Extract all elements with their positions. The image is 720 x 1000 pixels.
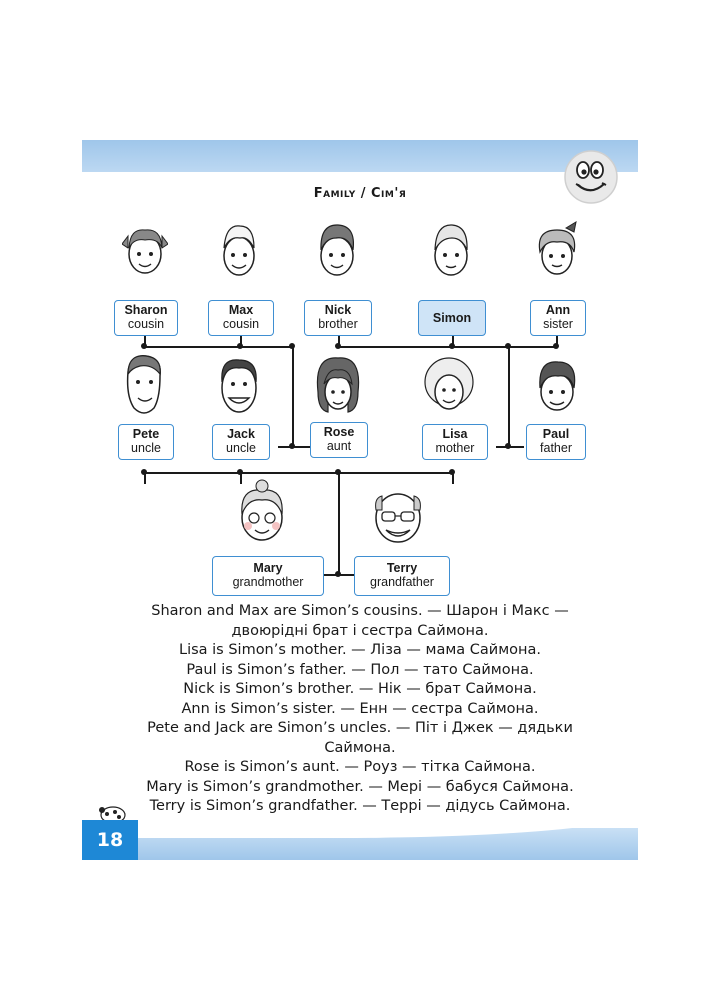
connector-dot bbox=[449, 469, 455, 475]
man-face-icon bbox=[532, 352, 582, 424]
sentence-line: двоюрідні брат і сестра Саймона. bbox=[231, 622, 489, 639]
member-name: Rose bbox=[323, 425, 355, 439]
member-name: Nick bbox=[324, 303, 352, 317]
member-relation: cousin bbox=[222, 317, 260, 331]
sentence-line: Sharon and Max are Simon’s cousins. — Шарон і Макс — bbox=[151, 603, 569, 619]
member-box-ann bbox=[530, 300, 586, 336]
member-relation: aunt bbox=[326, 439, 352, 453]
member-box-simon bbox=[418, 300, 486, 336]
connector-dot bbox=[289, 443, 295, 449]
member-relation: mother bbox=[435, 441, 475, 455]
boy-face-icon bbox=[428, 218, 474, 288]
connector-dot bbox=[335, 469, 341, 475]
sentence-line: Ann is Simon’s sister. — Енн — сестра Саймона. bbox=[181, 700, 539, 717]
member-name: Ann bbox=[545, 303, 571, 317]
member-relation: father bbox=[540, 441, 572, 455]
page-title: Family / Сім'я bbox=[313, 186, 407, 201]
sentence-list bbox=[112, 602, 608, 817]
connector-dot bbox=[505, 443, 511, 449]
sentence-line: Rose is Simon’s aunt. — Роуз — тітка Саймона. bbox=[184, 759, 536, 775]
connector bbox=[338, 472, 340, 574]
member-relation: brother bbox=[318, 317, 358, 331]
man-face-icon bbox=[214, 352, 264, 424]
member-box-nick bbox=[304, 300, 372, 336]
member-name: Terry bbox=[386, 561, 418, 575]
member-name: Lisa bbox=[442, 427, 468, 441]
member-relation: uncle bbox=[226, 441, 256, 455]
woman-face-icon bbox=[314, 352, 362, 424]
member-name: Jack bbox=[227, 427, 255, 441]
page-number: 18 bbox=[82, 820, 138, 860]
textbook-page bbox=[82, 140, 638, 860]
connector-dot bbox=[505, 343, 511, 349]
member-relation: sister bbox=[543, 317, 573, 331]
grandfather-face-icon bbox=[368, 480, 428, 552]
girl-face-icon bbox=[532, 218, 582, 288]
connector bbox=[144, 472, 454, 474]
man-face-icon bbox=[120, 352, 168, 424]
connector-dot bbox=[141, 343, 147, 349]
connector-dot bbox=[141, 469, 147, 475]
member-box-max bbox=[208, 300, 274, 336]
connector-dot bbox=[237, 343, 243, 349]
grandmother-face-icon bbox=[234, 478, 290, 550]
woman-face-icon bbox=[422, 352, 476, 424]
member-box-jack bbox=[212, 424, 270, 460]
member-name: Max bbox=[228, 303, 254, 317]
member-box-paul bbox=[526, 424, 586, 460]
connector-dot bbox=[335, 571, 341, 577]
connector-dot bbox=[335, 343, 341, 349]
member-name: Sharon bbox=[124, 303, 168, 317]
member-box-lisa bbox=[422, 424, 488, 460]
connector-dot bbox=[449, 343, 455, 349]
family-tree bbox=[82, 140, 638, 610]
sentence-line: Nick is Simon’s brother. — Нік — брат Саймона. bbox=[183, 681, 537, 697]
member-box-pete bbox=[118, 424, 174, 460]
sentence-line: Pete and Jack are Simon’s uncles. — Піт і Джек — дядьки bbox=[147, 720, 573, 736]
member-relation: grandmother bbox=[232, 575, 304, 589]
member-box-sharon bbox=[114, 300, 178, 336]
connector bbox=[508, 346, 510, 446]
boy-face-icon bbox=[314, 218, 360, 288]
sentence-line: Terry is Simon’s grandfather. — Террі — дідусь Саймона. bbox=[149, 798, 571, 814]
member-relation: uncle bbox=[131, 441, 161, 455]
member-box-rose bbox=[310, 422, 368, 458]
sentence-line: Mary is Simon’s grandmother. — Мері — бабуся Саймона. bbox=[146, 778, 574, 795]
connector-dot bbox=[289, 343, 295, 349]
connector-dot bbox=[237, 469, 243, 475]
member-box-mary bbox=[212, 556, 324, 596]
member-box-terry bbox=[354, 556, 450, 596]
member-name: Mary bbox=[253, 561, 283, 575]
boy-face-icon bbox=[216, 218, 262, 288]
connector bbox=[292, 346, 294, 446]
sentence-line: Lisa is Simon’s mother. — Ліза — мама Саймона. bbox=[178, 642, 541, 658]
member-relation: cousin bbox=[127, 317, 165, 331]
connector bbox=[144, 346, 292, 348]
connector bbox=[338, 346, 558, 348]
connector-dot bbox=[553, 343, 559, 349]
member-name: Pete bbox=[132, 427, 160, 441]
girl-face-icon bbox=[122, 218, 168, 288]
member-relation: grandfather bbox=[370, 575, 434, 589]
member-name: Simon bbox=[432, 311, 472, 325]
sentence-line: Саймона. bbox=[324, 739, 396, 756]
sentence-line: Paul is Simon’s father. — Пол — тато Саймона. bbox=[186, 661, 534, 678]
member-name: Paul bbox=[542, 427, 570, 441]
